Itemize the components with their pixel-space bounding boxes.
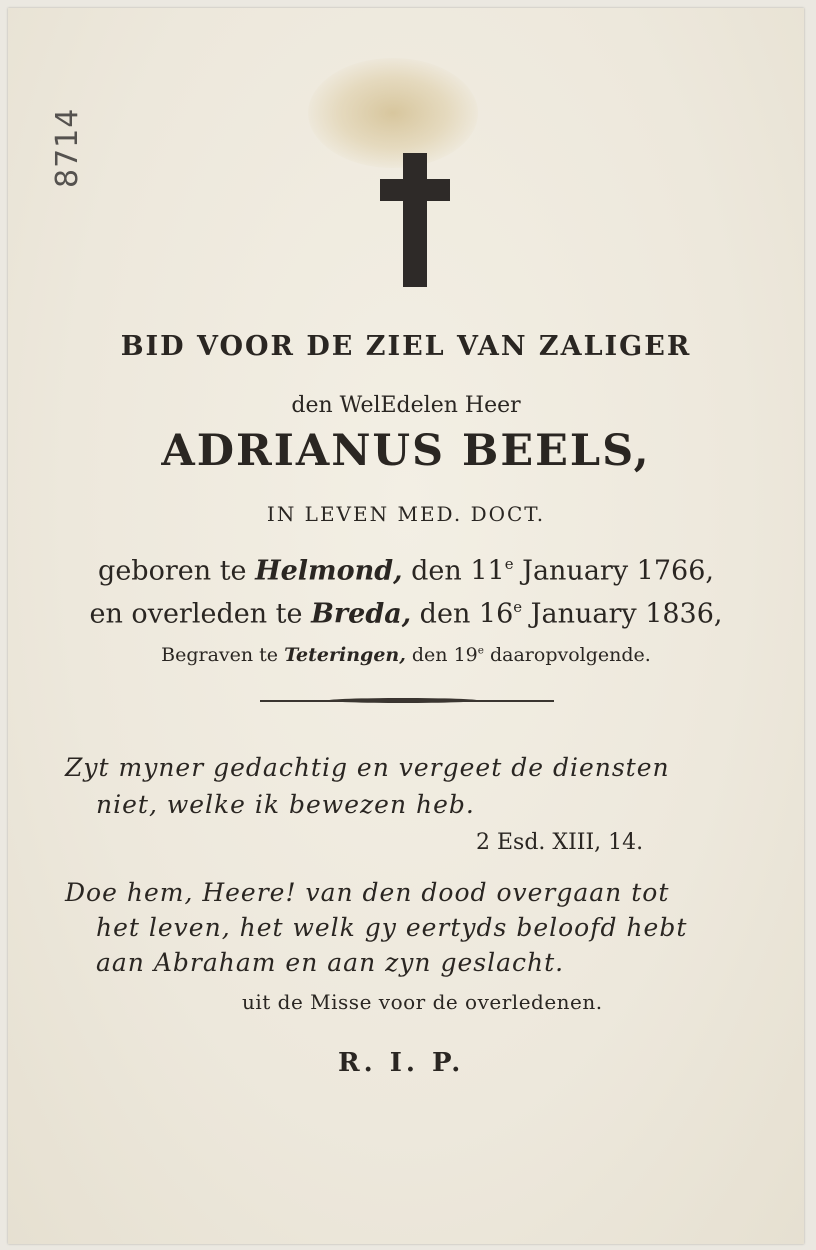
death-date: January 1836, (522, 598, 723, 630)
birth-date: January 1766, (513, 555, 714, 587)
closing-rip: R. I. P. (338, 1048, 465, 1078)
birth-line (8, 555, 804, 586)
death-sup: e (513, 598, 523, 616)
birth-sup: e (504, 555, 514, 573)
quote2-line1: Doe hem, Heere! van den dood overgaan tot (65, 878, 670, 907)
burial-prefix: Begraven te (161, 644, 285, 666)
deceased-name: ADRIANUS BEELS, (161, 426, 651, 476)
handwritten-number: 8714 (50, 107, 85, 188)
quote2-reference: uit de Misse voor de overledenen. (242, 990, 603, 1014)
burial-place: Teteringen, (284, 644, 406, 666)
heading: BID VOOR DE ZIEL VAN ZALIGER (120, 331, 692, 362)
burial-line (8, 644, 804, 666)
birth-middle: den 11 (402, 555, 505, 587)
quote2-line2: het leven, het welk gy eertyds beloofd hebt (96, 913, 688, 942)
paper-stain (308, 58, 478, 168)
quote1-reference: 2 Esd. XIII, 14. (476, 830, 644, 855)
burial-middle: den 19 (405, 644, 478, 666)
burial-suffix: daaropvolgende. (483, 644, 651, 666)
memorial-card (8, 8, 804, 1244)
death-middle: den 16 (411, 598, 514, 630)
burial-sup: e (477, 644, 484, 657)
cross-icon (380, 153, 452, 289)
divider-ornament (328, 698, 478, 703)
profession: IN LEVEN MED. DOCT. (266, 502, 546, 526)
quote1-line2: niet, welke ik bewezen heb. (96, 790, 475, 819)
quote2-line3: aan Abraham en aan zyn geslacht. (96, 948, 565, 977)
quote1-line1: Zyt myner gedachtig en vergeet de diensten (65, 753, 670, 782)
death-place: Breda, (311, 598, 412, 630)
death-line (8, 598, 804, 629)
birth-place: Helmond, (255, 555, 403, 587)
title-line: den WelEdelen Heer (291, 393, 521, 418)
death-prefix: en overleden te (89, 598, 312, 630)
birth-prefix: geboren te (98, 555, 256, 587)
